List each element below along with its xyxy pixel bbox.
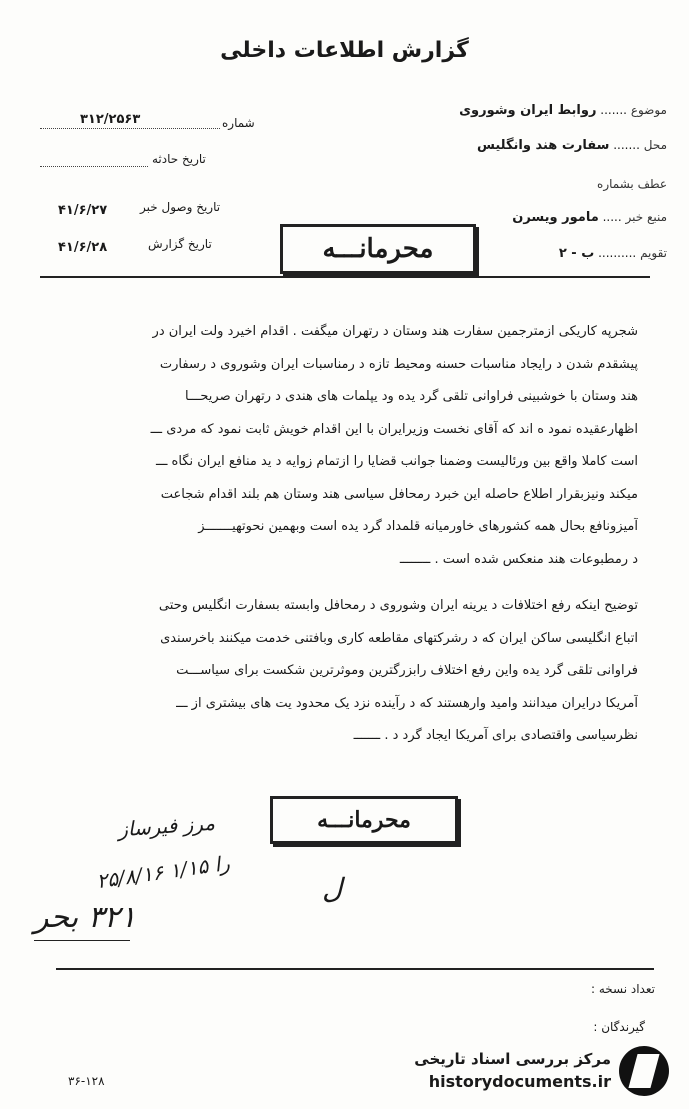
watermark-text-fa: مرکز بررسی اسناد تاریخی	[414, 1050, 611, 1068]
watermark-text-en: historydocuments.ir	[428, 1072, 611, 1091]
stamp-top-text: محرمانـــه	[322, 234, 434, 264]
confidential-stamp-bottom	[270, 796, 458, 844]
p1-line: د رمطبوعات هند منعکس شده است . ــــــــ	[399, 551, 638, 567]
event-date-label: تاریخ حادثه	[152, 152, 206, 166]
footer-rule	[56, 968, 654, 970]
location-label: محل	[643, 138, 667, 152]
source-row: منبع خبر ..... مامور ویسرن	[512, 210, 667, 225]
p2-line: اتباع انگلیسی ساکن ایران که د رشرکتهای مقاطعه کاری وبافتنی خدمت میکنند باخرسندی	[160, 630, 638, 646]
receipt-date-value: ۴۱/۶/۲۷	[58, 203, 108, 218]
p2-line: فراوانی تلقی گرد یده واین رفع اختلاف رابزرگترین وموثرترین شکست برای سیاســـت	[176, 663, 638, 678]
number-value: ۳۱۲/۲۵۶۳	[80, 112, 141, 127]
eval-value: ب - ۲	[558, 246, 595, 261]
source-value: مامور ویسرن	[512, 210, 599, 225]
number-dots	[40, 128, 220, 129]
location-value: سفارت هند وانگلیس	[476, 138, 610, 153]
receipt-date-label: تاریخ وصول خبر	[140, 200, 221, 214]
archive-logo-icon	[619, 1046, 669, 1096]
handwritten-archive-number: ۳۲۱ بحر	[34, 900, 137, 935]
reference-number: ۳۶-۱۲۸	[68, 1074, 105, 1088]
copies-label: تعداد نسخه :	[590, 982, 655, 996]
handwritten-initial: ل	[322, 872, 343, 905]
report-date-label: تاریخ گزارش	[148, 237, 212, 251]
report-date-value: ۴۱/۶/۲۸	[58, 240, 108, 255]
confidential-stamp-top	[280, 224, 476, 274]
p1-line: شجرپه کاریکی ازمترجمین سفارت هند وستان د رتهران میگفت . اقدام اخیرد ولت ایران در	[152, 324, 638, 339]
archive-underline	[34, 940, 130, 941]
body-paragraph-2	[40, 590, 638, 753]
subject-row: موضوع ....... روابط ایران وشوروی	[459, 103, 667, 118]
body-paragraph-1	[40, 316, 638, 576]
eval-row: تقویم .......... ب - ۲	[558, 246, 667, 261]
p2-line: آمریکا درایران میدانند وامید وارهستند که د رآینده نزد یک محدود یت های بیشتری از ـــ	[176, 695, 638, 711]
p2-line: نظرسیاسی واقتصادی برای آمریکا ایجاد گرد د . ـــــــ	[353, 728, 638, 743]
source-label: منبع خبر	[625, 210, 667, 224]
handwritten-date: ۲۵/۸/۱۶ را ۱/۱۵	[94, 850, 232, 894]
subject-value: روابط ایران وشوروی	[459, 103, 597, 118]
stamp-bottom-text: محرمانـــه	[317, 807, 411, 833]
eval-label: تقویم	[640, 246, 667, 260]
attachment-label: عطف بشماره	[597, 177, 667, 191]
p1-line: هند وستان با خوشبینی فراوانی تلقی گرد یده ود یپلمات های هندی د رتهران صریحـــا	[185, 389, 638, 404]
p2-line: توضیح اینکه رفع اختلافات د یرینه ایران وشوروی د رمحافل وابسته بسفارت انگلیس وحتی	[158, 598, 638, 613]
location-row: محل ....... سفارت هند وانگلیس	[476, 138, 667, 153]
p1-line: اظهارعقیده نمود ه اند که آقای نخست وزیرایران با این اقدام خویش ثابت نمود که مردی ـــ	[150, 421, 638, 437]
event-date-dots	[40, 166, 148, 167]
archive-watermark	[369, 1046, 669, 1096]
p1-line: است کاملا واقع بین ورئالیست وضمنا جوانب قضایا را ازتمام زوایه د ید منافع ایران نگاه ـــ	[155, 454, 638, 469]
attachment-row	[597, 177, 667, 191]
document-title: گزارش اطلاعات داخلی	[220, 38, 469, 63]
recipients-label: گیرندگان :	[593, 1020, 645, 1034]
p1-line: آمیزونافع بحال همه کشورهای خاورمیانه قلمداد گرد یده است وبهمین نحوتهیـــــــز	[198, 519, 638, 534]
p1-line: پیشقدم شدن د رایجاد مناسبات حسنه ومحیط تازه د رمناسبات ایران وشوروی د رسفارت	[159, 356, 638, 372]
header-rule	[40, 276, 650, 278]
p1-line: میکند ونیزبقرار اطلاع حاصله این خبرد رمحافل سیاسی هند وستان هم بلند اقدام شجاعت	[160, 486, 638, 502]
number-label: شماره	[222, 116, 255, 130]
subject-label: موضوع	[630, 103, 667, 117]
handwritten-note: مرز فیرساز	[117, 810, 216, 842]
